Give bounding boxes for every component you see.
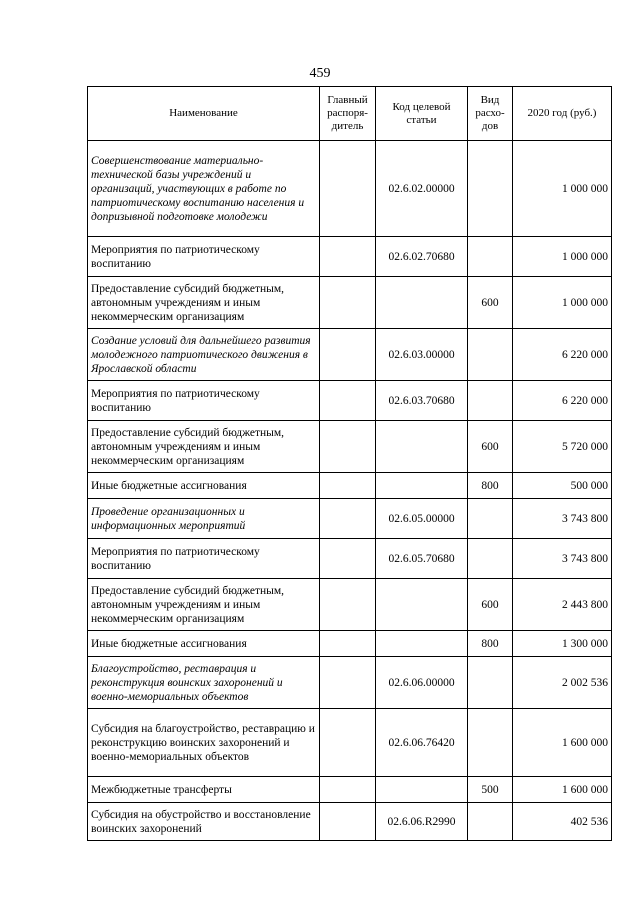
table-row: [88, 777, 612, 803]
row-manager: [320, 579, 376, 631]
row-manager: [320, 277, 376, 329]
row-target-code: 02.6.05.70680: [376, 539, 468, 579]
row-manager: [320, 631, 376, 657]
row-name: Предоставление субсидий бюджетным, автономным учреждениям и иным некоммерческим организациям: [88, 421, 320, 473]
row-name: Мероприятия по патриотическому воспитанию: [88, 381, 320, 421]
table-row: [88, 237, 612, 277]
row-expense-type: 600: [468, 421, 513, 473]
row-target-code: 02.6.06.00000: [376, 657, 468, 709]
row-expense-type: 800: [468, 473, 513, 499]
budget-table: [87, 86, 612, 841]
table-row: [88, 381, 612, 421]
row-manager: [320, 329, 376, 381]
row-name: Предоставление субсидий бюджетным, автономным учреждениям и иным некоммерческим организациям: [88, 277, 320, 329]
row-manager: [320, 657, 376, 709]
row-manager: [320, 381, 376, 421]
header-target-code: Код целевой статьи: [376, 87, 468, 141]
table-row: [88, 657, 612, 709]
row-expense-type: [468, 141, 513, 237]
table-row: [88, 473, 612, 499]
row-amount: 1 600 000: [513, 709, 612, 777]
row-amount: 5 720 000: [513, 421, 612, 473]
row-amount: 1 300 000: [513, 631, 612, 657]
row-manager: [320, 237, 376, 277]
table-row: [88, 277, 612, 329]
row-name: Создание условий для дальнейшего развития молодежного патриотического движения в Ярославской области: [88, 329, 320, 381]
table-body: [88, 141, 612, 841]
row-expense-type: 800: [468, 631, 513, 657]
row-target-code: [376, 277, 468, 329]
table-row: [88, 539, 612, 579]
row-target-code: 02.6.05.00000: [376, 499, 468, 539]
row-name: Мероприятия по патриотическому воспитанию: [88, 539, 320, 579]
table-row: [88, 803, 612, 841]
header-year: 2020 год (руб.): [513, 87, 612, 141]
header-manager: Главный распоря-дитель: [320, 87, 376, 141]
row-expense-type: [468, 499, 513, 539]
row-expense-type: 600: [468, 579, 513, 631]
row-name: Иные бюджетные ассигнования: [88, 631, 320, 657]
table-row: [88, 141, 612, 237]
row-name: Субсидия на благоустройство, реставрацию и реконструкцию воинских захоронений и военно-мемориальных объектов: [88, 709, 320, 777]
row-amount: 3 743 800: [513, 539, 612, 579]
header-name: Наименование: [88, 87, 320, 141]
row-expense-type: [468, 237, 513, 277]
row-manager: [320, 709, 376, 777]
row-name: Совершенствование материально-технической базы учреждений и организаций, участвующих в работе по патриотическому воспитанию населения и допризывной подготовке молодежи: [88, 141, 320, 237]
row-amount: 500 000: [513, 473, 612, 499]
row-manager: [320, 803, 376, 841]
table-row: [88, 329, 612, 381]
row-manager: [320, 141, 376, 237]
row-manager: [320, 499, 376, 539]
row-expense-type: [468, 803, 513, 841]
row-target-code: 02.6.03.00000: [376, 329, 468, 381]
row-amount: 1 000 000: [513, 237, 612, 277]
row-target-code: [376, 579, 468, 631]
row-amount: 402 536: [513, 803, 612, 841]
row-amount: 1 000 000: [513, 141, 612, 237]
row-name: Благоустройство, реставрация и реконструкция воинских захоронений и военно-мемориальных объектов: [88, 657, 320, 709]
row-manager: [320, 473, 376, 499]
row-amount: 2 443 800: [513, 579, 612, 631]
row-amount: 3 743 800: [513, 499, 612, 539]
row-expense-type: [468, 329, 513, 381]
table-header-row: [88, 87, 612, 141]
row-target-code: 02.6.06.76420: [376, 709, 468, 777]
table-row: [88, 631, 612, 657]
row-amount: 1 000 000: [513, 277, 612, 329]
row-expense-type: 600: [468, 277, 513, 329]
row-expense-type: [468, 539, 513, 579]
row-target-code: 02.6.03.70680: [376, 381, 468, 421]
page-number: 459: [309, 66, 331, 81]
row-name: Предоставление субсидий бюджетным, автономным учреждениям и иным некоммерческим организациям: [88, 579, 320, 631]
row-target-code: 02.6.02.00000: [376, 141, 468, 237]
row-target-code: 02.6.02.70680: [376, 237, 468, 277]
row-amount: 6 220 000: [513, 381, 612, 421]
row-name: Субсидия на обустройство и восстановление воинских захоронений: [88, 803, 320, 841]
row-expense-type: [468, 709, 513, 777]
row-manager: [320, 539, 376, 579]
row-target-code: [376, 473, 468, 499]
table-row: [88, 579, 612, 631]
row-amount: 6 220 000: [513, 329, 612, 381]
row-amount: 1 600 000: [513, 777, 612, 803]
row-manager: [320, 777, 376, 803]
row-expense-type: 500: [468, 777, 513, 803]
row-target-code: 02.6.06.R2990: [376, 803, 468, 841]
row-target-code: [376, 631, 468, 657]
table-row: [88, 421, 612, 473]
row-name: Иные бюджетные ассигнования: [88, 473, 320, 499]
row-target-code: [376, 421, 468, 473]
row-name: Мероприятия по патриотическому воспитанию: [88, 237, 320, 277]
row-manager: [320, 421, 376, 473]
table-row: [88, 709, 612, 777]
table-row: [88, 499, 612, 539]
header-expense-type: Вид расхо-дов: [468, 87, 513, 141]
row-amount: 2 002 536: [513, 657, 612, 709]
row-name: Проведение организационных и информационных мероприятий: [88, 499, 320, 539]
row-expense-type: [468, 381, 513, 421]
row-expense-type: [468, 657, 513, 709]
row-target-code: [376, 777, 468, 803]
row-name: Межбюджетные трансферты: [88, 777, 320, 803]
